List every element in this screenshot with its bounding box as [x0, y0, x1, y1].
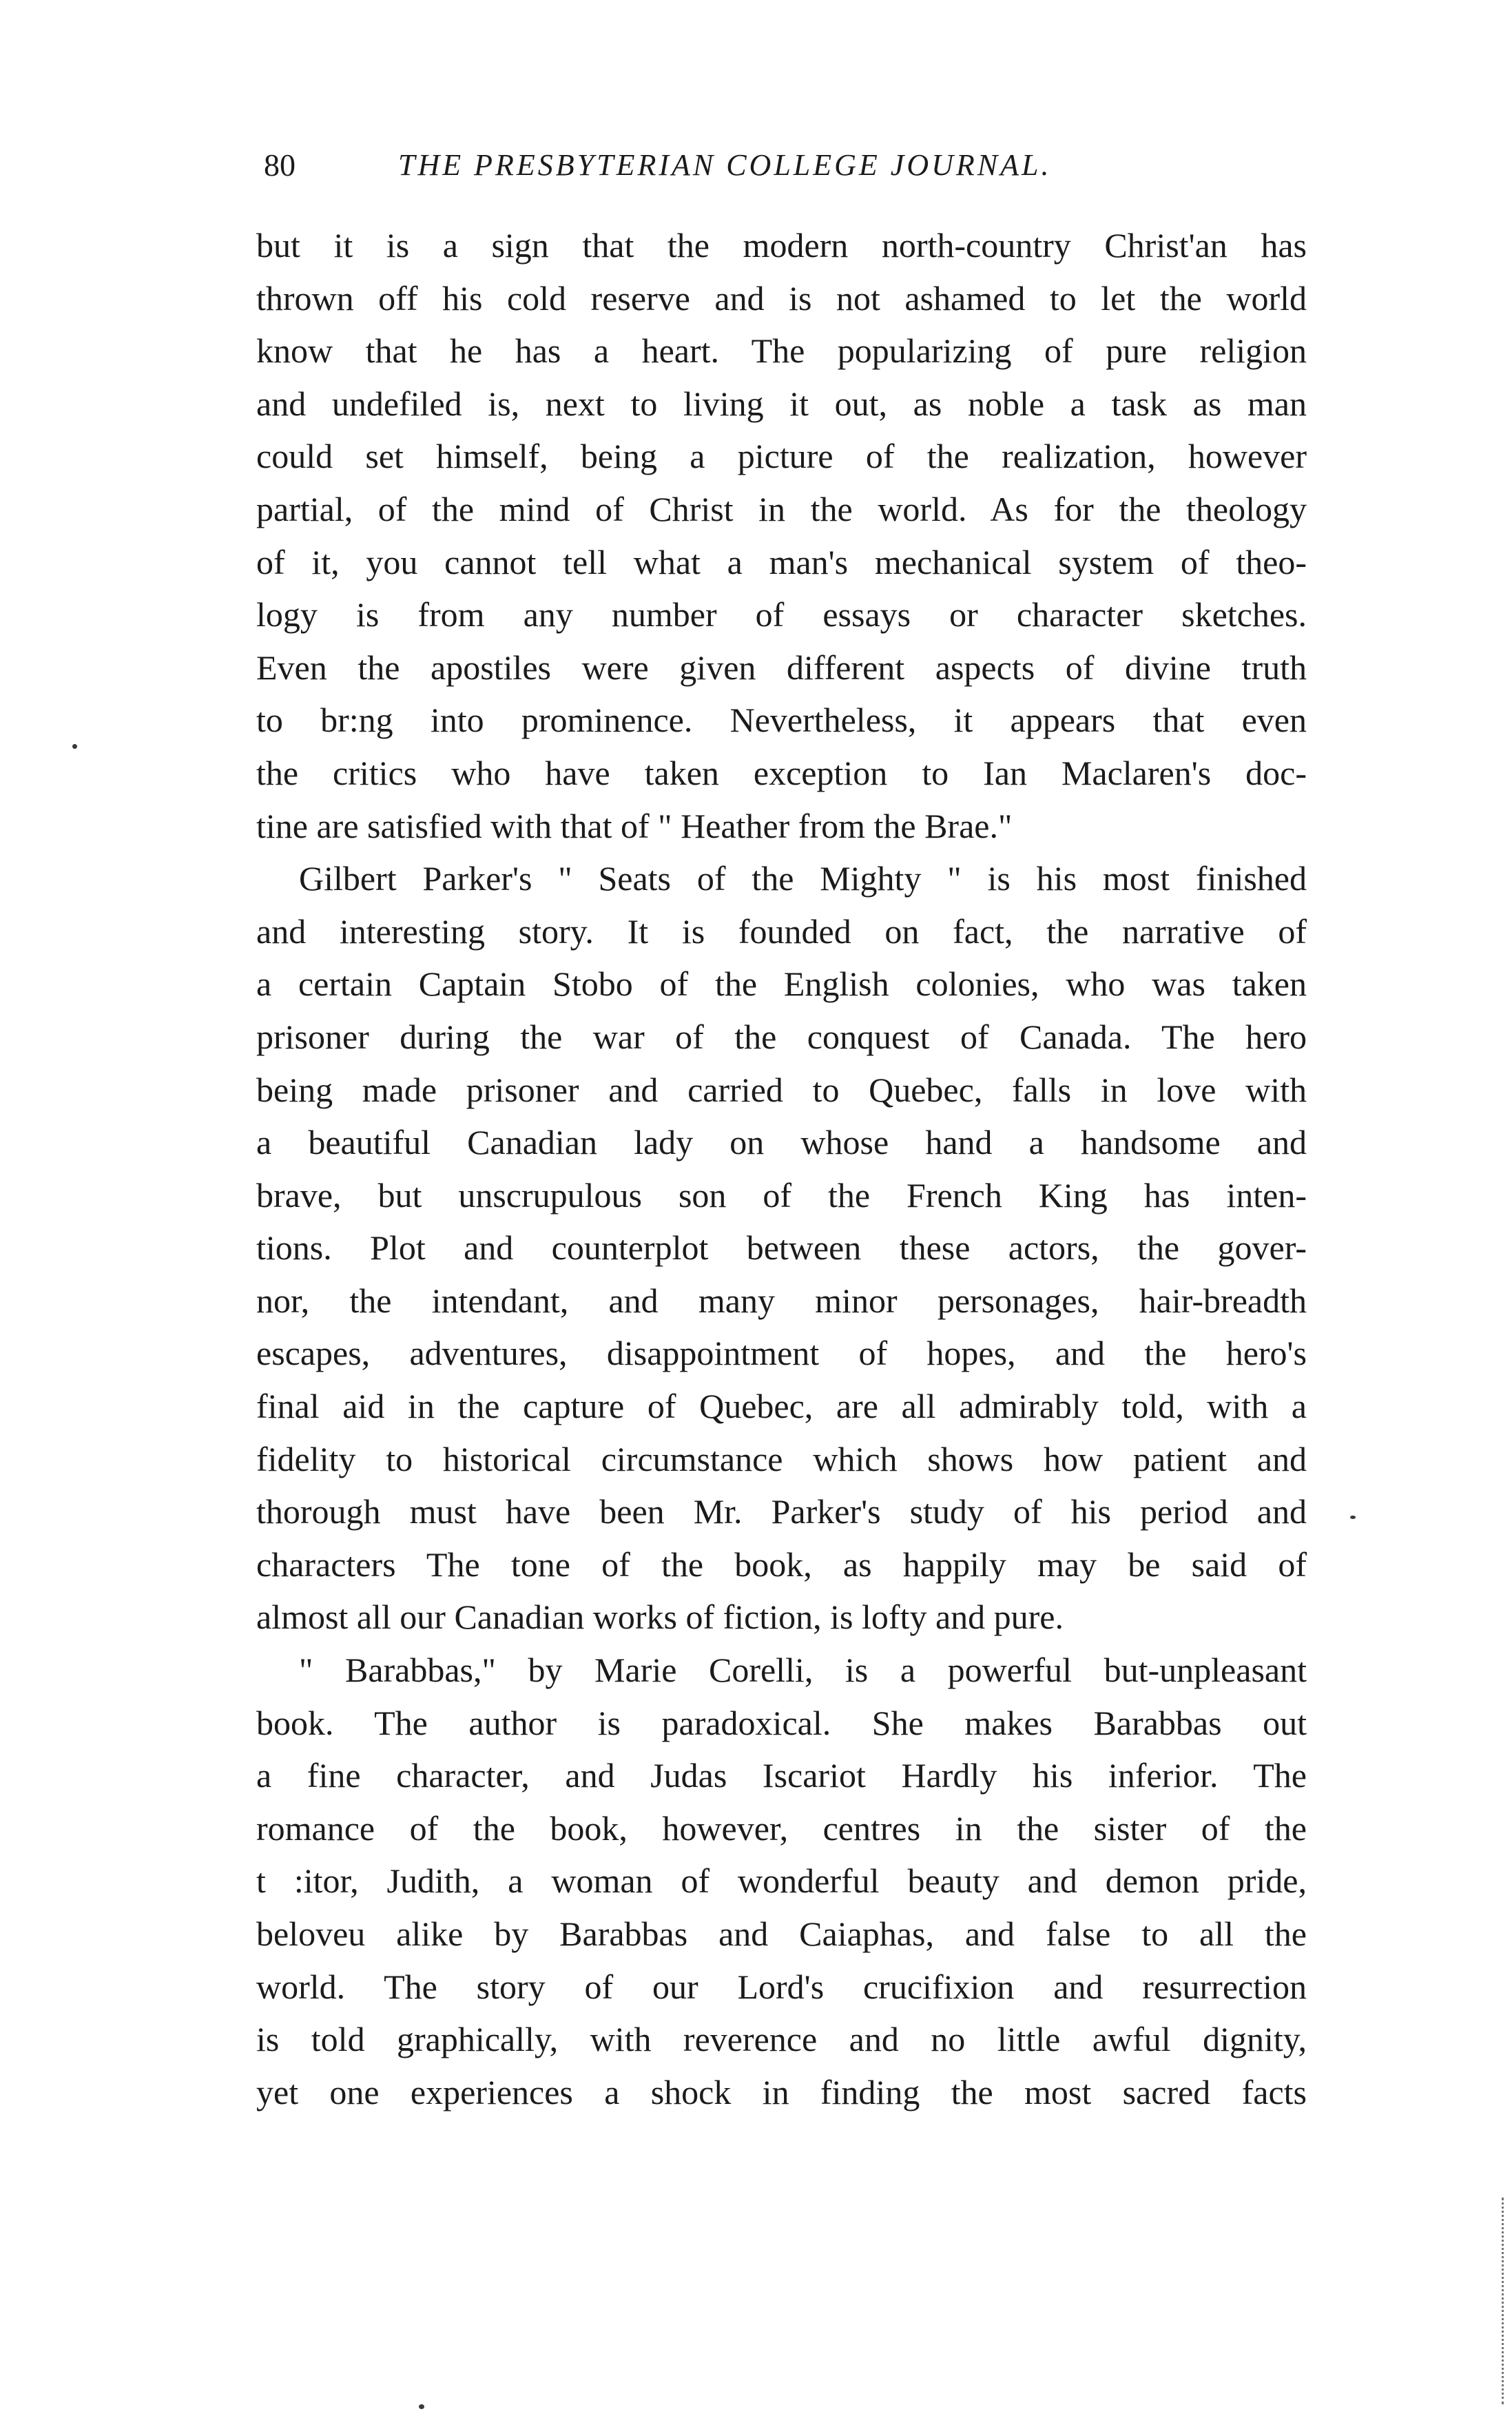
text-line: yet one experiences a shock in finding the most sacred facts	[256, 2072, 1307, 2111]
text-line: being made prisoner and carried to Quebec, falls in love with	[256, 1070, 1307, 1109]
text-line: partial, of the mind of Christ in the world. As for the theology	[256, 489, 1307, 528]
text-line: prisoner during the war of the conquest of Canada. The hero	[256, 1017, 1307, 1056]
paragraph-1	[256, 219, 1307, 852]
text-line: a certain Captain Stobo of the English colonies, who was taken	[256, 964, 1307, 1004]
page-header	[264, 141, 1311, 189]
text-line: t :itor, Judith, a woman of wonderful beauty and demon pride,	[256, 1861, 1307, 1901]
text-line: and undefiled is, next to living it out, as noble a task as man	[256, 384, 1307, 423]
text-line: the critics who have taken exception to Ian Maclaren's doc-	[256, 753, 1307, 792]
text-line: fidelity to historical circumstance which shows how patient and	[256, 1439, 1307, 1478]
text-line: of it, you cannot tell what a man's mechanical system of theo-	[256, 542, 1307, 581]
text-line: world. The story of our Lord's crucifixion and resurrection	[256, 1967, 1307, 2006]
paragraph-2	[256, 852, 1307, 1644]
text-line: characters The tone of the book, as happily may be said of	[256, 1545, 1307, 1584]
text-line: logy is from any number of essays or character sketches.	[256, 595, 1307, 634]
text-line: thrown off his cold reserve and is not ashamed to let the world	[256, 278, 1307, 318]
text-line: to br:ng into prominence. Nevertheless, it appears that even	[256, 701, 1307, 740]
text-line: but it is a sign that the modern north-country Christ'an has	[256, 226, 1307, 265]
text-line: a fine character, and Judas Iscariot Hardly his inferior. The	[256, 1756, 1307, 1795]
page-edge-mark	[1502, 2198, 1506, 2404]
ink-speck	[72, 744, 77, 749]
text-line: book. The author is paradoxical. She makes Barabbas out	[256, 1703, 1307, 1742]
text-line: thorough must have been Mr. Parker's study of his period and	[256, 1492, 1307, 1531]
text-line: " Barabbas," by Marie Corelli, is a powerful but-unpleasant	[299, 1651, 1307, 1690]
page-number: 80	[264, 147, 296, 183]
text-line: could set himself, being a picture of the realization, however	[256, 437, 1307, 476]
text-line: beloveu alike by Barabbas and Caiaphas, and false to all the	[256, 1914, 1307, 1953]
paragraph-3	[256, 1644, 1307, 2118]
text-line: romance of the book, however, centres in the sister of the	[256, 1808, 1307, 1848]
text-line: brave, but unscrupulous son of the French King has inten-	[256, 1175, 1307, 1215]
ink-speck	[419, 2404, 424, 2409]
text-line: almost all our Canadian works of fiction, is lofty and pure.	[256, 1598, 1064, 1637]
text-line: tine are satisfied with that of " Heather from the Brae."	[256, 806, 1013, 845]
text-line: Gilbert Parker's " Seats of the Mighty " is his most finished	[299, 859, 1307, 898]
text-line: nor, the intendant, and many minor personages, hair-breadth	[256, 1281, 1307, 1320]
ink-speck	[1350, 1516, 1356, 1519]
text-line: escapes, adventures, disappointment of hopes, and the hero's	[256, 1334, 1307, 1373]
text-line: a beautiful Canadian lady on whose hand a handsome and	[256, 1123, 1307, 1162]
text-line: final aid in the capture of Quebec, are all admirably told, with a	[256, 1387, 1307, 1426]
text-line: is told graphically, with reverence and no little awful dignity,	[256, 2020, 1307, 2059]
body-text	[256, 219, 1307, 2118]
text-line: Even the apostiles were given different aspects of divine truth	[256, 648, 1307, 687]
running-head: THE PRESBYTERIAN COLLEGE JOURNAL.	[398, 148, 1052, 182]
text-line: know that he has a heart. The popularizing of pure religion	[256, 331, 1307, 371]
text-line: tions. Plot and counterplot between these actors, the gover-	[256, 1228, 1307, 1268]
text-line: and interesting story. It is founded on fact, the narrative of	[256, 911, 1307, 951]
